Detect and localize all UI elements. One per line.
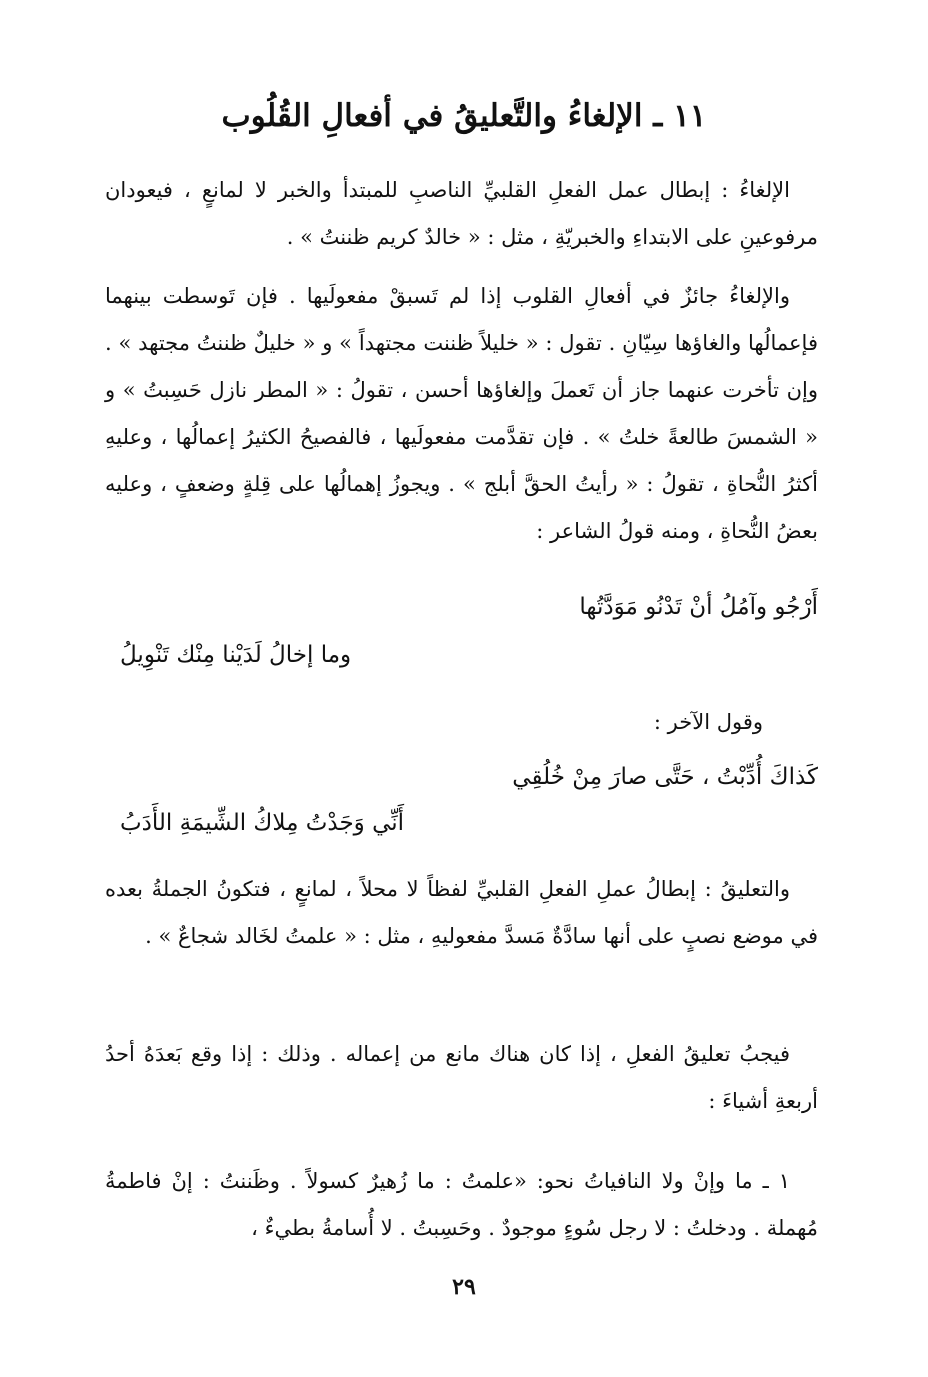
verse-one-second-half: وما إخالُ لَدَيْنا مِنْك تَنْوِيلُ <box>120 642 352 668</box>
section-title: ١١ ـ الإلغاءُ والتَّعليقُ في أفعالِ القُلُوب <box>221 98 707 134</box>
ilgha-definition-paragraph: الإلغاءُ : إبطال عمل الفعلِ القلبيِّ الناصبِ للمبتدأ والخبر لا لمانعٍ ، فيعودان مرفوعينِ على الابتداءِ والخبريّةِ ، مثل : « خالدٌ كريم ظننتُ » . <box>105 178 818 249</box>
verse-two-first-half: كَذاكَ أُدِّبْتُ ، حَتَّى صارَ مِنْ خُلُقِي <box>512 764 818 790</box>
second-poet-intro: وقول الآخر : <box>653 710 763 734</box>
verse-two-second-half: أَنِّي وَجَدْتُ مِلاكُ الشِّيمَةِ الأَدَبُ <box>120 810 405 836</box>
page-number: ٢٩ <box>452 1274 476 1300</box>
taaliq-definition-paragraph: والتعليقُ : إبطالُ عملِ الفعلِ القلبيِّ لفظاً لا محلاً ، لمانعٍ ، فتكونُ الجملةُ بعده في موضع نصبٍ على أنها سادَّةٌ مَسدَّ مفعوليهِ ، مثل : « علمتُ لخَالد شجاعٌ » . <box>105 877 818 948</box>
case-one-paragraph: ١ ـ ما وإنْ ولا النافياتُ نحو: «علمتُ : ما زُهيرٌ كسولاً . وظَننتُ : إنْ فاطمةُ مُهملة . ودخلتُ : لا رجل سُوءٍ موجودٌ . وحَسِبتُ . لا أُسامةُ بطيءٌ ، <box>105 1169 818 1240</box>
taaliq-cases-paragraph: فيجبُ تعليقُ الفعلِ ، إذا كان هناك مانع من إعماله . وذلك : إذا وقع بَعدَهُ أحدُ أربعةِ أشياءَ : <box>105 1042 818 1113</box>
ilgha-rules-paragraph: والإلغاءُ جائزٌ في أفعالِ القلوب إذا لم تَسبقْ مفعولَيها . فإن تَوسطت بينهما فإعمالُها والغاؤها سِيّانِ . تقول : « خليلاً ظننت مجتهداً » و « خليلٌ ظننتُ مجتهد » . وإن تأخرت عنهما جاز أن تَعملَ وإلغاؤها أحسن ، تقولُ : « المطر نازل حَسِبتُ » و « الشمسَ طالعةً خلتُ » . فإن تقدَّمت مفعولَيها ، فالفصيحُ الكثيرُ إعمالُها ، وعليهِ أكثرُ النُّحاةِ ، تقولُ : « رأيتُ الحقَّ أبلج » . ويجوزُ إهمالُها على قِلةٍ وضعفٍ ، وعليه بعضُ النُّحاةِ ، ومنه قولُ الشاعر : <box>105 284 818 543</box>
verse-one-first-half: أَرْجُو وآمُلُ أنْ تَدْنُو مَوَدَّتُها <box>579 594 818 620</box>
